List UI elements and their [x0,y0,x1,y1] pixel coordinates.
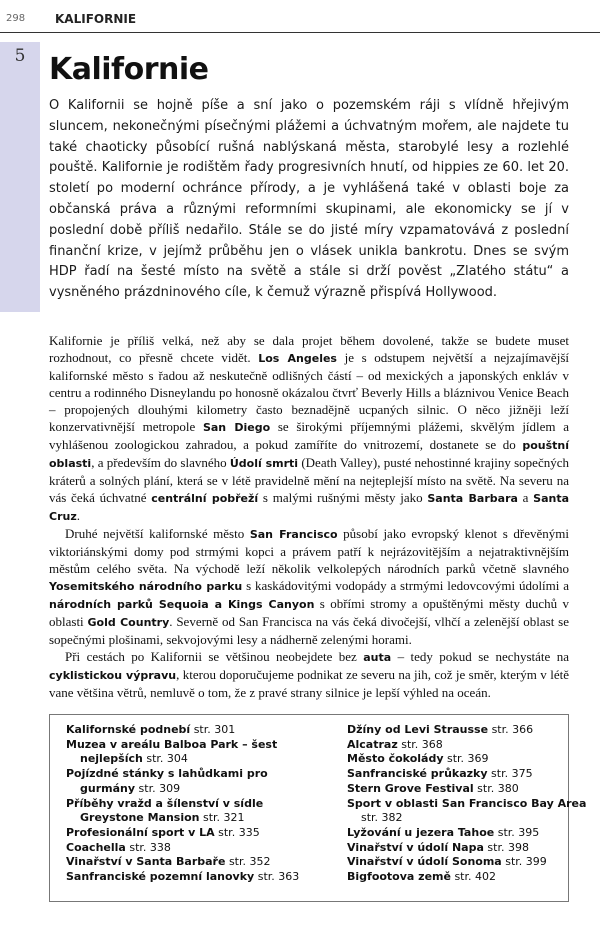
index-entry-page: str. 352 [228,855,271,869]
text-run: se širokými příjemnými plážemi, skvělým jídlem a vyhlášenou zoologickou zahradou, a pokud zamíříte do vnitrozemí, dostanete se do [49,419,569,452]
index-entry-page: str. 399 [505,855,547,869]
index-entry-title: Kalifornské podnebí [66,723,191,736]
index-entry-page: str. 369 [447,752,489,766]
index-entry-page: str. 304 [146,752,188,766]
index-entry-title: Vinařství v Santa Barbaře [66,855,226,869]
index-entry-title: Lyžování u jezera Tahoe [347,825,495,839]
index-entry [66,797,306,826]
highlighted-term: Gold Country [87,616,170,629]
highlighted-term: Yosemitského národního parku [49,580,243,593]
index-entry-page: str. 375 [491,767,533,781]
chapter-title: Kalifornie [49,52,209,87]
index-entry-title: Sanfranciské pozemní lanovky [66,870,255,884]
highlighted-term: San Francisco [249,528,338,541]
text-run: s malými rušnými městy jako [258,490,428,505]
index-entry [347,797,587,826]
text-run: , kterou doporučujeme podnikat ze severu na jih, což je směr, kterým v létě vane většina větrů, nemluvě o tom, že z pravé strany silnice je lepší výhled na oceán. [49,667,569,700]
index-entry-title: Bigfootova země [347,870,451,884]
index-entry-page: str. 398 [487,840,529,854]
index-entry [66,767,306,796]
index-entry-title: Muzea v areálu Balboa Park – šest nejlepších [66,737,278,766]
text-run: . [76,508,80,523]
highlights-index-box [49,714,587,902]
text-run: s obřími stromy a opuštěnými městy duchů v oblasti [49,596,569,629]
index-entry-title: Džíny od Levi Strausse [347,723,489,736]
chapter-number: 5 [14,46,26,66]
text-run: je s odstupem největší a nejzajímavější kalifornské město s řadou až neskutečně odlišných částí – od mexických a japonských enkláv v centru a rodinného Disneylandu po honosně okázalou čtvrť Beverly Hills a bláznivou Venice Beach – propojených dlouhými kilometry často beznadějně ucpaných silnic. O něco jižněji leží konzervativnější metropole [49,350,569,434]
running-title: KALIFORNIE [55,12,137,26]
highlighted-term: San Diego [202,421,271,434]
page-number: 298 [6,13,26,24]
index-column-right [347,723,587,885]
body-text [49,332,569,701]
index-entry-title: Profesionální sport v LA [66,825,215,839]
text-run: . Severně od San Francisca na vás čeká divočejší, vlhčí a zelenější oblast se sopečnými plošinami, sekvojovými lesy a nádherně zelenými horami. [49,614,569,647]
body-paragraph-1 [49,332,569,525]
highlighted-term: Údolí smrti [229,457,299,470]
page-header [0,10,600,30]
chapter-intro: O Kalifornii se hojně píše a sní jako o pozemském ráji s vlídně hřejivým sluncem, nekonečnými písečnými plážemi a úchvatným mořem, ale najdete tu také chaoticky působící rušná nablýskaná města, starobylé lesy a rozlehlé pouště. Kalifornie je rodištěm řady progresivních hnutí, od hippies ze 60. let 20. století po moderní ochránce přírody, a je vyhlášená také v oblasti boje za občanská práva a různými reformními skupinami, ale ekonomicky se jí v poslední době příliš nedařilo. Stále se do jisté míry vzpamatovává z poslední finanční krize, v jejímž průběhu jen o vlásek unikla bankrotu. Dnes se svým HDP řadí na šesté místo na světě a stále si drží pověst „Zlatého státu“ a vysněného prázdninového cíle, k čemuž výrazně přispívá Hollywood. [49,98,569,301]
index-entry-page: str. 309 [138,781,181,795]
index-entry [66,841,306,856]
index-entry [347,782,587,797]
index-entry-title: Sanfranciské průkazky [347,767,488,781]
index-entry-page: str. 380 [477,781,519,795]
index-entry [347,752,587,767]
text-run: a [517,490,534,505]
index-entry [347,723,587,738]
index-entry [347,870,587,885]
index-entry [66,723,306,738]
index-entry-title: Sport v oblasti San Francisco Bay Area [347,796,587,810]
index-entry [347,738,587,753]
index-entry-title: Vinařství v údolí Sonoma [347,855,502,869]
chapter-tab [0,42,40,312]
index-entry-page: str. 338 [129,840,171,854]
body-paragraph-3 [49,648,569,701]
index-column-left [66,723,306,885]
index-entry-page: str. 335 [218,825,260,839]
index-entry [66,738,306,767]
text-run: s kaskádovitými vodopády a strmými ledovcovými údolími a [242,578,569,593]
index-entry-page: str. 395 [497,825,540,839]
highlighted-term: auta [363,651,392,664]
highlighted-term: centrální pobřeží [151,492,259,505]
index-entry [347,855,587,870]
body-paragraph-2 [49,525,569,648]
text-run: Kalifornie je příliš velká, než aby se dala projet během dovolené, takže se budete muset rozhodnout, co přesně chcete vidět. [49,333,569,365]
text-run: Druhé největší kalifornské město [65,526,250,541]
index-entry [347,841,587,856]
text-run: , a především do slavného [91,455,230,470]
index-entry-title: Stern Grove Festival [347,781,474,795]
index-entry-page: str. 402 [454,870,496,884]
index-entry-title: Příběhy vražd a šílenství v sídle Greystone Mansion [66,796,264,825]
index-entry-title: Město čokolády [347,752,444,766]
index-entry-title: Vinařství v údolí Napa [347,840,484,854]
highlighted-term: Los Angeles [258,352,337,365]
highlighted-term: Santa Cruz [49,492,569,523]
index-entry-page: str. 301 [193,723,236,736]
index-entry-page: str. 382 [361,811,403,825]
header-rule [0,32,600,33]
highlighted-term: Santa Barbara [427,492,518,505]
highlighted-term: národních parků Sequoia a Kings Canyon [49,598,315,611]
index-entry-title: Alcatraz [347,737,398,751]
index-entry-page: str. 321 [202,811,245,825]
highlighted-term: pouštní oblasti [49,439,569,470]
index-entry-title: Coachella [66,840,126,854]
index-entry [66,855,306,870]
highlighted-term: cyklistickou výpravu [49,669,177,682]
index-entry-page: str. 366 [491,723,534,736]
index-entry-page: str. 368 [401,737,443,751]
index-entry-title: Pojízdné stánky s lahůdkami pro gurmány [66,767,268,795]
text-run: – tedy pokud se nechystáte na [391,649,569,664]
index-entry [347,826,587,841]
index-entry [66,826,306,841]
index-entry [347,767,587,782]
text-run: Při cestách po Kalifornii se většinou neobejdete bez [65,649,364,664]
index-entry [66,870,306,885]
text-run: (Death Valley), pusté nehostinné krajiny sopečných kráterů a solných plání, která se v létě pravidelně mění na nejteplejší místo na světě. Na severu na vás čeká úchvatné [49,455,569,505]
text-run: působí jako evropský klenot s dřevěnými viktoriánskými domy pod strmými kopci a právem patří k nejrázovitějším a nejatraktivnějším městům celého světa. Na východě leží několik velkolepých národních parků včetně slavného [49,526,569,576]
index-entry-page: str. 363 [257,870,300,884]
